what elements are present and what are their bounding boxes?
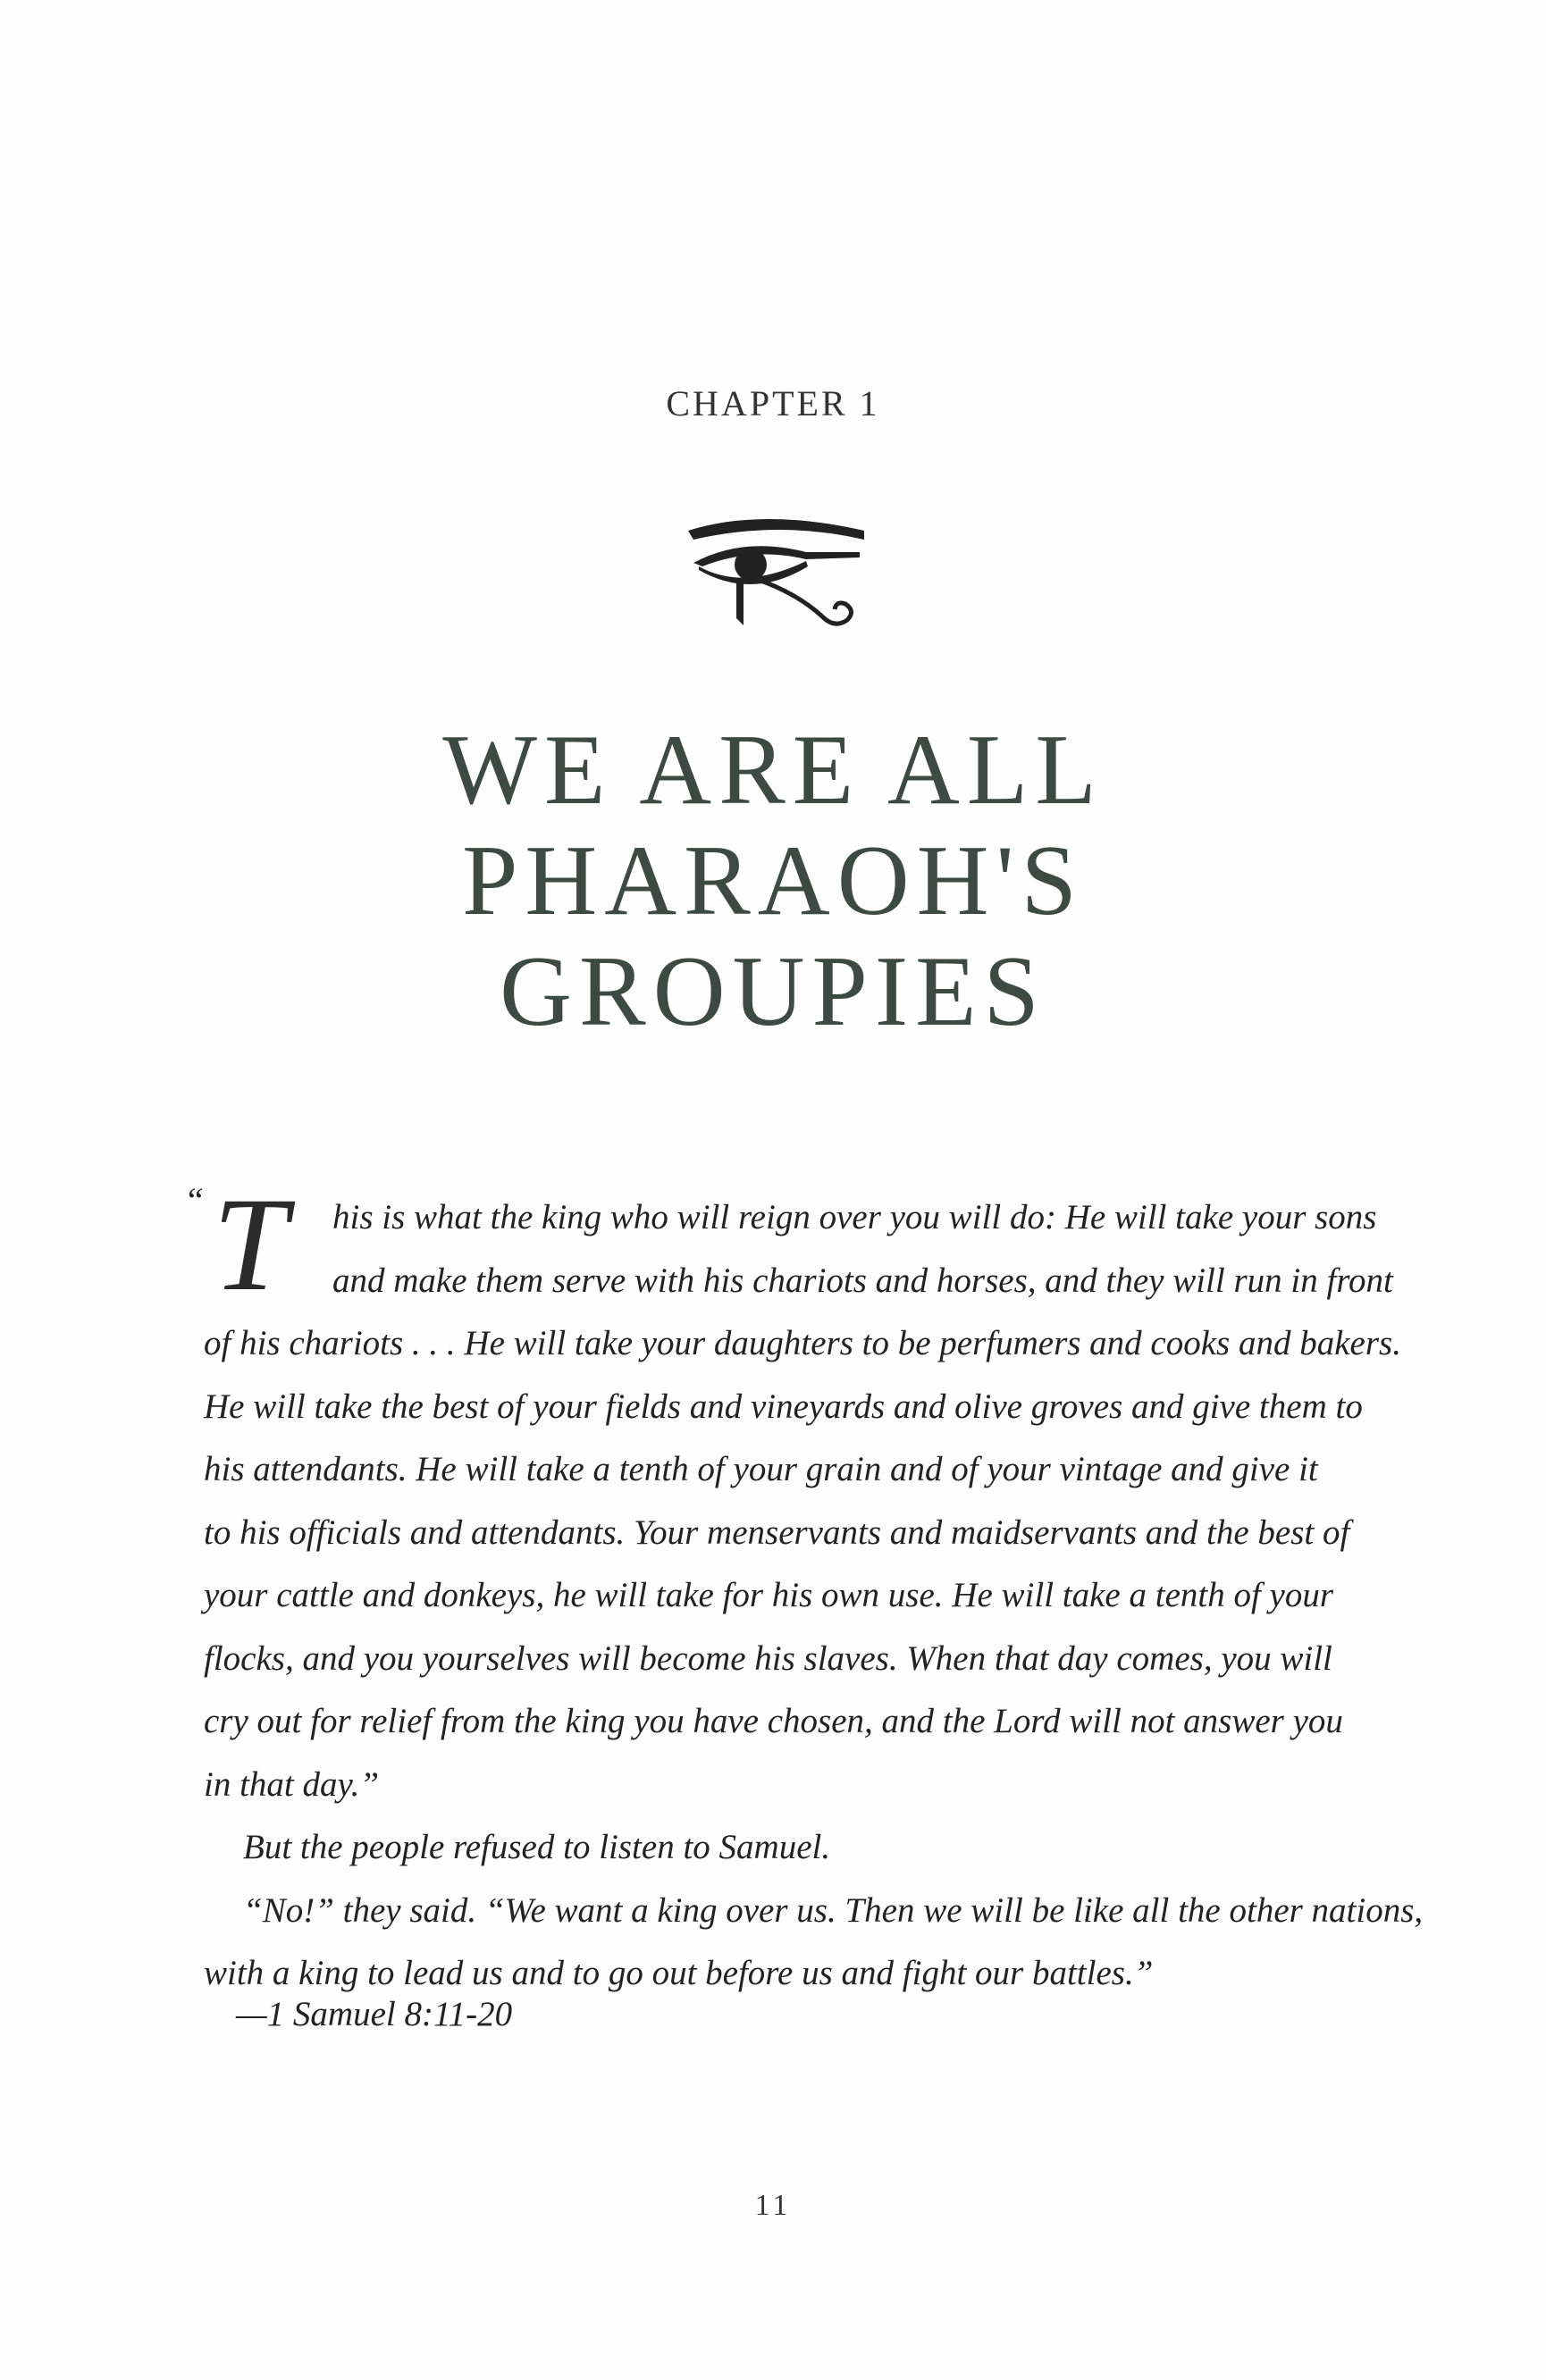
chapter-label: CHAPTER 1 xyxy=(666,383,880,423)
epigraph-line: your cattle and donkeys, he will take for his own use. He will take a tenth of your xyxy=(204,1576,1334,1614)
scripture-attribution: —1 Samuel 8:11-20 xyxy=(236,1995,513,2033)
epigraph-line: “No!” they said. “We want a king over us. Then we will be like all the other nations, xyxy=(243,1890,1424,1930)
chapter-title xyxy=(0,715,1546,1047)
drop-cap: T xyxy=(213,1170,288,1319)
title-line: WE ARE ALL xyxy=(442,715,1104,825)
epigraph-line: to his officials and attendants. Your menservants and maidservants and the best of xyxy=(204,1513,1350,1552)
epigraph-line: with a king to lead us and to go out before us and fight our battles.” xyxy=(204,1954,1154,1992)
epigraph-line: in that day.” xyxy=(204,1764,380,1804)
epigraph-line: flocks, and you yourselves will become his slaves. When that day comes, you will xyxy=(204,1638,1332,1678)
open-quote: “ xyxy=(184,1180,205,1220)
epigraph-line: cry out for relief from the king you have chosen, and the Lord will not answer you xyxy=(204,1702,1343,1740)
title-line: GROUPIES xyxy=(500,936,1046,1047)
title-line: PHARAOH'S xyxy=(462,825,1084,936)
epigraph-line: his is what the king who will reign over you will do: He will take your sons xyxy=(332,1198,1377,1236)
epigraph-line: But the people refused to listen to Samuel. xyxy=(243,1828,831,1866)
page-number: 11 xyxy=(754,2189,792,2222)
epigraph-line: and make them serve with his chariots and horses, and they will run in front xyxy=(332,1261,1393,1300)
epigraph-line: He will take the best of your fields and vineyards and olive groves and give them to xyxy=(204,1387,1363,1426)
epigraph xyxy=(204,1186,1424,2006)
epigraph-line: his attendants. He will take a tenth of your grain and of your vintage and give it xyxy=(204,1450,1318,1488)
eye-of-horus-icon xyxy=(681,511,869,636)
epigraph-line: of his chariots . . . He will take your daughters to be perfumers and cooks and bakers. xyxy=(204,1324,1401,1362)
